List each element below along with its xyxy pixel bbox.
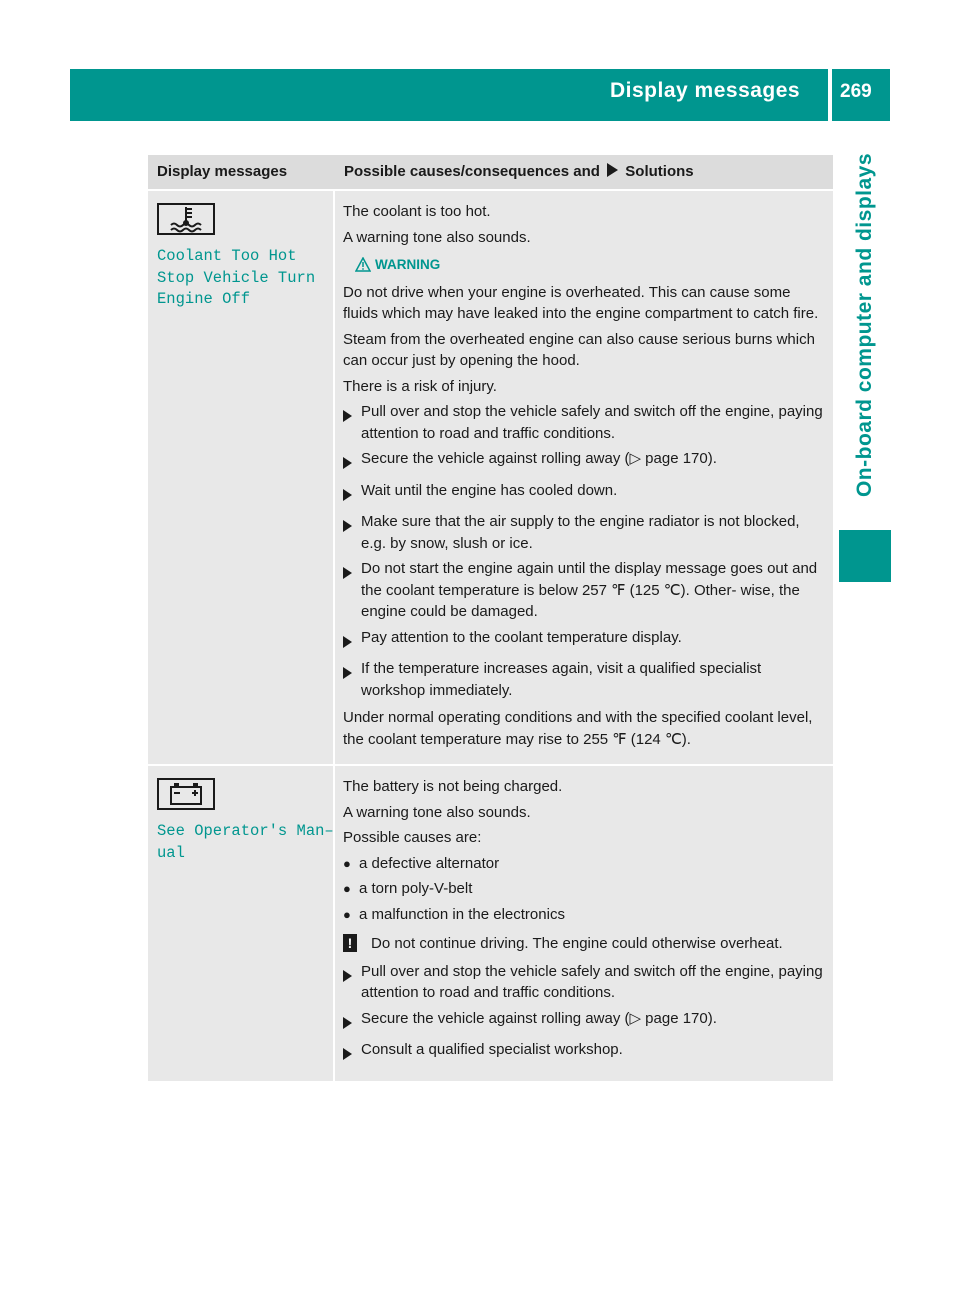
header-solutions-label: Solutions	[625, 163, 694, 180]
display-line: Coolant Too Hot	[157, 247, 297, 265]
step-arrow-icon	[343, 567, 352, 579]
warning-label: WARNING	[375, 257, 441, 272]
bullet-icon: ●	[343, 881, 351, 896]
header-divider	[828, 69, 832, 121]
solution-step	[343, 961, 825, 1004]
page-number: 269	[840, 81, 872, 102]
step-text: Pull over and stop the vehicle safely and switch off the engine, paying attention to road and traffic conditions.	[361, 403, 823, 442]
solution-step	[343, 558, 825, 623]
display-line: Engine Off	[157, 290, 251, 308]
step-arrow-icon	[343, 1017, 352, 1029]
header-causes-solutions	[335, 155, 833, 189]
section-title: Display messages	[610, 79, 801, 102]
step-text: Secure the vehicle against rolling away (▷ page 170).	[361, 450, 717, 467]
solution-step	[343, 480, 825, 508]
warning-text: Do not drive when your engine is overheated. This can cause some fluids which may have leaked into the engine compartment to catch fire.	[343, 283, 819, 322]
solution-step	[343, 658, 825, 701]
step-text: Pull over and stop the vehicle safely and switch off the engine, paying attention to road and traffic conditions.	[361, 962, 823, 1001]
warning-text: There is a risk of injury.	[343, 377, 497, 395]
caution-note	[343, 933, 825, 955]
bullet-text: a torn poly-V-belt	[359, 880, 473, 897]
step-arrow-icon	[343, 489, 352, 501]
step-arrow-icon	[343, 667, 352, 679]
cause-text: A warning tone also sounds.	[343, 228, 531, 246]
bullet-text: a malfunction in the electronics	[359, 905, 565, 923]
cause-bullet	[343, 853, 825, 875]
solution-step	[343, 627, 825, 655]
display-line: Stop Vehicle Turn	[157, 268, 316, 287]
page-header	[70, 69, 890, 121]
display-message-cell	[148, 766, 335, 1081]
cause-bullet	[343, 904, 825, 926]
exclamation-icon: !	[343, 934, 357, 952]
cause-text: Possible causes are:	[343, 829, 482, 846]
cause-text: The battery is not being charged.	[343, 778, 563, 795]
header-causes-label: Possible causes/consequences and	[344, 163, 600, 180]
step-arrow-icon	[343, 410, 352, 422]
step-arrow-icon	[343, 457, 352, 469]
step-text: Pay attention to the coolant temperature display.	[361, 628, 682, 646]
chapter-tab	[839, 125, 891, 525]
bullet-icon: ●	[343, 906, 351, 922]
note-text: Do not continue driving. The engine could otherwise overheat.	[371, 935, 783, 952]
header-display-messages: Display messages	[157, 163, 288, 180]
cause-text: A warning tone also sounds.	[343, 803, 531, 821]
step-arrow-icon	[343, 520, 352, 532]
footer-text: Under normal operating conditions and with the specified coolant level, the coolant temperature may rise to 255 ℉ (124 ℃).	[343, 709, 813, 748]
battery-icon	[157, 778, 215, 810]
bullet-text: a defective alternator	[359, 854, 500, 872]
solution-step	[343, 448, 825, 476]
display-line: See Operator's Man–	[157, 822, 334, 840]
cause-text: The coolant is too hot.	[343, 203, 491, 220]
solutions-cell	[335, 191, 833, 764]
step-text: If the temperature increases again, visit a qualified specialist workshop immediately.	[361, 660, 762, 699]
table-header	[148, 155, 833, 189]
display-line: ual	[157, 843, 185, 862]
cause-bullet	[343, 878, 825, 900]
bullet-icon: ●	[343, 855, 351, 871]
table-row	[148, 189, 833, 764]
display-messages-table	[148, 155, 833, 1081]
coolant-temperature-icon	[157, 203, 215, 235]
chapter-marker	[839, 530, 891, 582]
display-message-cell	[148, 191, 335, 764]
step-text: Consult a qualified specialist workshop.	[361, 1041, 623, 1058]
step-text: Do not start the engine again until the display message goes out and the coolant temperature is below 257 ℉ (125 ℃). Other- wise, the engine could be damaged.	[361, 560, 818, 620]
step-arrow-icon	[343, 970, 352, 982]
step-arrow-icon	[343, 1048, 352, 1060]
step-arrow-icon	[343, 636, 352, 648]
warning-text: Steam from the overheated engine can also cause serious burns which can occur just by opening the hood.	[343, 330, 815, 369]
step-text: Secure the vehicle against rolling away (▷ page 170).	[361, 1009, 717, 1027]
solutions-cell	[335, 766, 833, 1081]
play-arrow-icon	[607, 163, 618, 177]
step-text: Make sure that the air supply to the engine radiator is not blocked, e.g. by snow, slush or ice.	[361, 513, 800, 552]
chapter-label: On-board computer and displays	[853, 152, 876, 498]
solution-step	[343, 1039, 825, 1067]
step-text: Wait until the engine has cooled down.	[361, 481, 618, 499]
table-row	[148, 764, 833, 1081]
solution-step	[343, 401, 825, 444]
solution-step	[343, 1008, 825, 1036]
warning-triangle-icon	[355, 257, 371, 272]
warning-heading	[355, 254, 825, 276]
solution-step	[343, 511, 825, 554]
